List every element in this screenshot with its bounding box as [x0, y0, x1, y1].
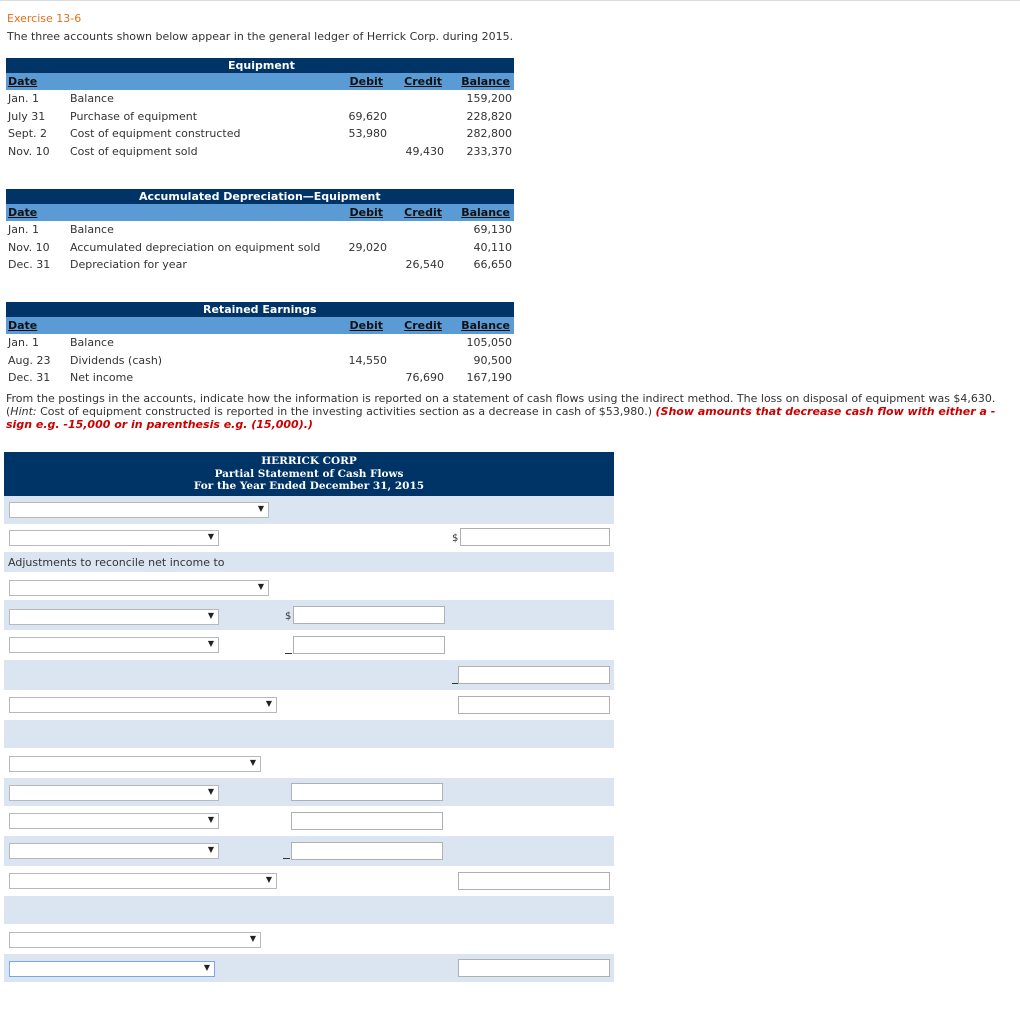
- ledger-row: [6, 108, 514, 126]
- statement-row: [4, 690, 614, 720]
- row-desc: Cost of equipment sold: [70, 144, 198, 158]
- statement-row: [4, 572, 614, 600]
- chevron-down-icon: ▼: [257, 582, 264, 591]
- row-date: Nov. 10: [8, 144, 50, 158]
- ledger-title-bar: [6, 58, 514, 73]
- row-balance: 66,650: [473, 258, 512, 271]
- ledger-row: [6, 369, 514, 387]
- statement-row: [4, 866, 614, 896]
- row-balance: 40,110: [473, 240, 512, 254]
- row-desc: Purchase of equipment: [70, 109, 198, 123]
- amount-input[interactable]: [293, 606, 445, 624]
- chevron-down-icon: ▼: [207, 611, 214, 620]
- ledger-column-headers: [6, 73, 514, 90]
- row-date: Dec. 31: [8, 371, 51, 384]
- ledger-column-headers: [6, 317, 514, 334]
- statement-row: [4, 836, 614, 866]
- row-date: Jan. 1: [8, 336, 39, 349]
- row-desc: Net income: [70, 371, 134, 384]
- line-item-select[interactable]: [9, 813, 219, 829]
- col-credit: Credit: [404, 206, 442, 219]
- line-item-select[interactable]: [9, 932, 261, 948]
- row-balance: 105,050: [466, 336, 512, 349]
- subtotal-underline: [283, 858, 290, 859]
- row-date: Nov. 10: [8, 240, 50, 254]
- instructions: [6, 392, 1016, 431]
- ledger-row: [6, 352, 514, 370]
- row-desc: Balance: [70, 92, 114, 105]
- exercise-title: Exercise 13-6: [7, 12, 82, 25]
- col-balance: Balance: [461, 206, 510, 219]
- statement-header: [4, 452, 614, 496]
- amount-input[interactable]: [458, 666, 610, 684]
- chevron-down-icon: ▼: [207, 532, 214, 541]
- line-item-select[interactable]: [9, 961, 215, 977]
- chevron-down-icon: ▼: [203, 963, 210, 972]
- ledger-title: Retained Earnings: [203, 303, 317, 316]
- line-item-select[interactable]: [9, 843, 219, 859]
- row-date: Sept. 2: [8, 127, 48, 140]
- dollar-sign: $: [452, 533, 459, 544]
- ledger-title-bar: [6, 302, 514, 317]
- chevron-down-icon: ▼: [265, 699, 272, 708]
- row-date: Jan. 1: [8, 223, 39, 236]
- amount-format-note: (Show amounts that decrease cash flow with either a - sign e.g. -15,000 or in parenthesis e.g. (15,000).): [6, 405, 996, 431]
- row-debit: 29,020: [348, 240, 387, 254]
- row-balance: 282,800: [466, 127, 512, 140]
- statement-period: For the Year Ended December 31, 2015: [193, 480, 425, 492]
- statement-title: Partial Statement of Cash Flows: [214, 467, 404, 480]
- hint-text: Cost of equipment constructed is reported in the investing activities section as a decrease in cash of $53,980.): [36, 405, 653, 418]
- row-desc: Depreciation for year: [70, 258, 187, 271]
- ledger-accumulated-depreciation: [6, 189, 514, 274]
- ledger-row: [6, 334, 514, 352]
- row-desc: Balance: [70, 223, 114, 236]
- row-desc: Dividends (cash): [70, 353, 163, 367]
- ledger-title-bar: [6, 189, 514, 204]
- col-date: Date: [8, 75, 38, 88]
- amount-input[interactable]: [291, 842, 443, 860]
- statement-row: [4, 600, 614, 630]
- adjustments-label: Adjustments to reconcile net income to: [8, 556, 225, 569]
- instructions-main: From the postings in the accounts, indicate how the information is reported on a statement of cash flows using the indirect method. The loss on disposal of equipment was $4,630.: [6, 392, 996, 405]
- row-date: Dec. 31: [8, 258, 51, 271]
- amount-input[interactable]: [291, 783, 443, 801]
- statement-row: [4, 954, 614, 982]
- ledger-row: [6, 90, 514, 108]
- ledger-row: [6, 256, 514, 274]
- row-balance: 90,500: [473, 353, 512, 367]
- line-item-select[interactable]: [9, 785, 219, 801]
- statement-row: [4, 806, 614, 836]
- ledger-retained-earnings: [6, 302, 514, 387]
- ledger-row: [6, 239, 514, 257]
- statement-company: HERRICK CORP: [261, 455, 357, 467]
- col-debit: Debit: [349, 206, 383, 219]
- line-item-select[interactable]: [9, 756, 261, 772]
- statement-row: [4, 896, 614, 924]
- row-balance: 69,130: [473, 223, 512, 236]
- col-debit: Debit: [349, 319, 383, 332]
- statement-row: [4, 524, 614, 552]
- row-balance: 159,200: [466, 92, 512, 105]
- row-debit: 53,980: [348, 127, 387, 140]
- ledger-row: [6, 143, 514, 161]
- cash-flow-statement: [4, 452, 614, 982]
- statement-row: [4, 660, 614, 690]
- row-date: July 31: [8, 109, 46, 123]
- ledger-equipment: [6, 58, 514, 160]
- chevron-down-icon: ▼: [249, 934, 256, 943]
- line-item-select[interactable]: [9, 502, 269, 518]
- chevron-down-icon: ▼: [257, 504, 264, 513]
- ledger-title: Equipment: [228, 59, 295, 72]
- amount-input[interactable]: [458, 872, 610, 890]
- line-item-select[interactable]: [9, 697, 277, 713]
- row-balance: 233,370: [466, 144, 512, 158]
- statement-row: [4, 552, 614, 572]
- ledger-title: Accumulated Depreciation—Equipment: [139, 190, 381, 203]
- statement-row: [4, 748, 614, 778]
- line-item-select[interactable]: [9, 609, 219, 625]
- hint-label: Hint:: [10, 405, 37, 418]
- amount-input[interactable]: [291, 812, 443, 830]
- chevron-down-icon: ▼: [207, 815, 214, 824]
- hint-open: (: [6, 405, 11, 418]
- chevron-down-icon: ▼: [207, 845, 214, 854]
- amount-input[interactable]: [460, 528, 610, 546]
- row-desc: Accumulated depreciation on equipment sold: [70, 240, 321, 254]
- statement-row: [4, 496, 614, 524]
- col-credit: Credit: [404, 319, 442, 332]
- col-date: Date: [8, 206, 38, 219]
- chevron-down-icon: ▼: [249, 758, 256, 767]
- ledger-row: [6, 125, 514, 143]
- chevron-down-icon: ▼: [207, 787, 214, 796]
- col-credit: Credit: [404, 75, 442, 88]
- row-date: Aug. 23: [8, 353, 51, 367]
- row-desc: Cost of equipment constructed: [70, 127, 241, 140]
- statement-row: [4, 924, 614, 954]
- intro-text: The three accounts shown below appear in the general ledger of Herrick Corp. during 2015.: [7, 30, 514, 43]
- dollar-sign: $: [285, 611, 292, 622]
- row-debit: 14,550: [348, 353, 387, 367]
- row-desc: Balance: [70, 336, 114, 349]
- chevron-down-icon: ▼: [207, 639, 214, 648]
- line-item-select[interactable]: [9, 873, 277, 889]
- row-balance: 167,190: [466, 371, 512, 384]
- row-debit: 69,620: [348, 109, 387, 123]
- row-date: Jan. 1: [8, 92, 39, 105]
- row-balance: 228,820: [466, 109, 512, 123]
- col-date: Date: [8, 319, 38, 332]
- statement-row: [4, 630, 614, 660]
- col-debit: Debit: [349, 75, 383, 88]
- ledger-row: [6, 221, 514, 239]
- subtotal-underline: [285, 653, 292, 654]
- statement-row: [4, 720, 614, 748]
- row-credit: 76,690: [405, 371, 444, 384]
- col-balance: Balance: [461, 75, 510, 88]
- top-divider: [0, 0, 1020, 1]
- amount-input[interactable]: [293, 636, 445, 654]
- chevron-down-icon: ▼: [265, 875, 272, 884]
- col-balance: Balance: [461, 319, 510, 332]
- line-item-select[interactable]: [9, 637, 219, 653]
- ledger-column-headers: [6, 204, 514, 221]
- amount-input[interactable]: [458, 696, 610, 714]
- row-credit: 49,430: [405, 144, 444, 158]
- line-item-select[interactable]: [9, 530, 219, 546]
- line-item-select[interactable]: [9, 580, 269, 596]
- amount-input[interactable]: [458, 959, 610, 977]
- statement-row: [4, 778, 614, 806]
- row-credit: 26,540: [405, 258, 444, 271]
